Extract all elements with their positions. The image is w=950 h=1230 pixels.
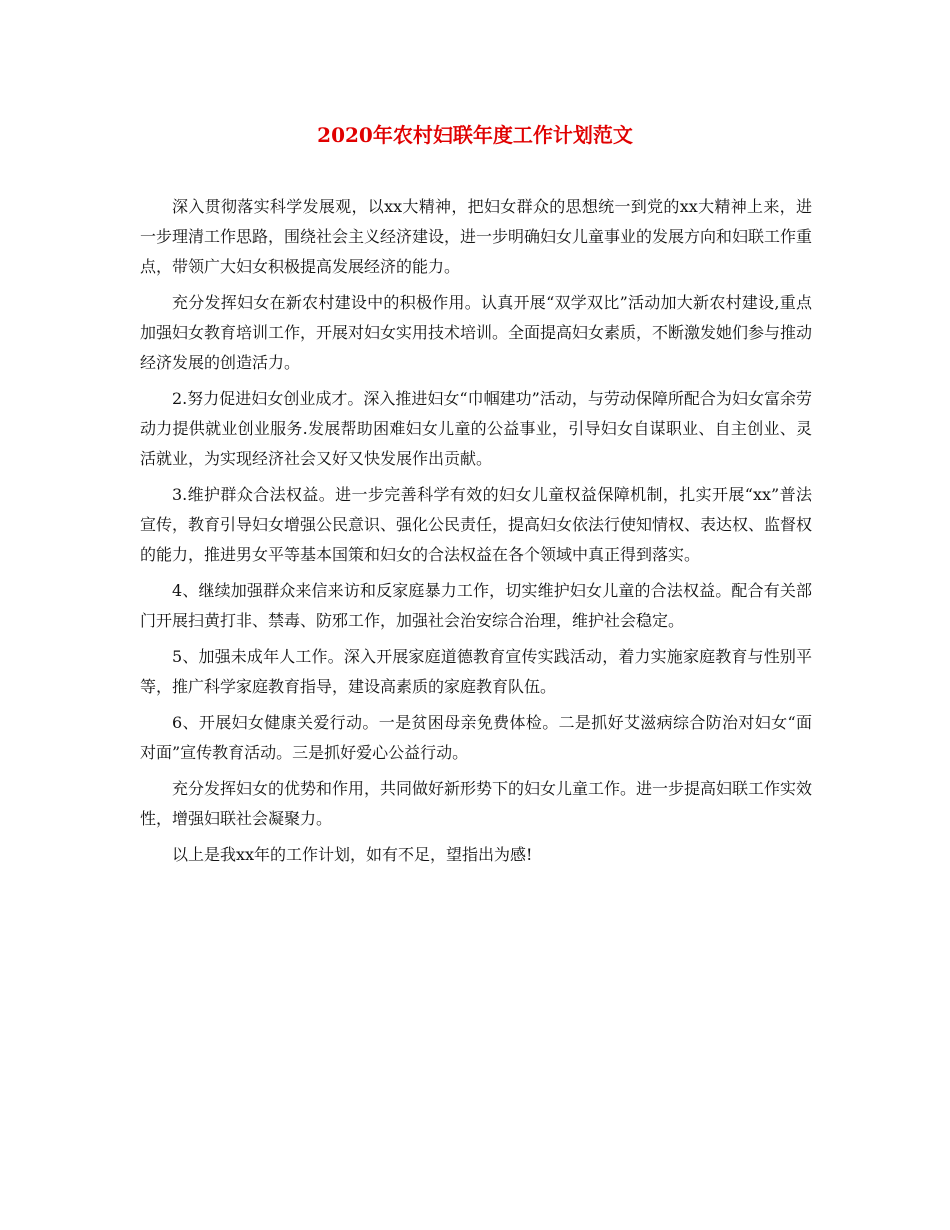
paragraph-domestic-violence: 4、继续加强群众来信来访和反家庭暴力工作，切实维护妇女儿童的合法权益。配合有关部门开展扫黄打非、禁毒、防邪工作，加强社会治安综合治理，维护社会稳定。 [140,581,812,630]
paragraph-entrepreneurship: 2.努力促进妇女创业成才。深入推进妇女“巾帼建功”活动，与劳动保障所配合为妇女富余劳动力提供就业创业服务.发展帮助困难妇女儿童的公益事业，引导妇女自谋职业、自主创业、灵活就业，为实现经济社会又好又快发展作出贡献。 [140,389,812,468]
document-body [140,192,812,876]
paragraph-minors: 5、加强未成年人工作。深入开展家庭道德教育宣传实践活动，着力实施家庭教育与性别平等，推广科学家庭教育指导，建设高素质的家庭教育队伍。 [140,647,812,696]
paragraph-advantages: 充分发挥妇女的优势和作用，共同做好新形势下的妇女儿童工作。进一步提高妇联工作实效性，增强妇联社会凝聚力。 [140,779,813,828]
paragraph-new-countryside: 充分发挥妇女在新农村建设中的积极作用。认真开展“双学双比”活动加大新农村建设,重点加强妇女教育培训工作，开展对妇女实用技术培训。全面提高妇女素质，不断激发她们参与推动经济发展的创造活力。 [140,293,813,372]
paragraph-intro: 深入贯彻落实科学发展观，以xx大精神，把妇女群众的思想统一到党的xx大精神上来，进一步理清工作思路，围绕社会主义经济建设，进一步明确妇女儿童事业的发展方向和妇联工作重点，带领广大妇女积极提高发展经济的能力。 [140,197,813,276]
paragraph-health: 6、开展妇女健康关爱行动。一是贫困母亲免费体检。二是抓好艾滋病综合防治对妇女“面对面”宣传教育活动。三是抓好爱心公益行动。 [140,713,812,762]
paragraph-closing: 以上是我xx年的工作计划，如有不足，望指出为感! [172,845,533,864]
document-title: 2020年农村妇联年度工作计划范文 [317,123,633,147]
paragraph-legal-rights: 3.维护群众合法权益。进一步完善科学有效的妇女儿童权益保障机制，扎实开展“xx”普法宣传，教育引导妇女增强公民意识、强化公民责任，提高妇女依法行使知情权、表达权、监督权的能力，推进男女平等基本国策和妇女的合法权益在各个领域中真正得到落实。 [140,485,813,564]
